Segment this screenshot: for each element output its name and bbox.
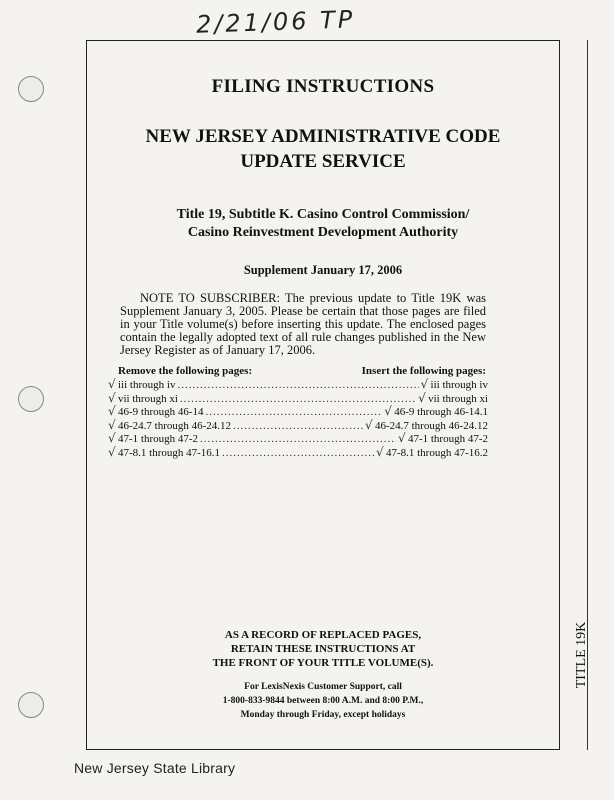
dot-leader (200, 433, 396, 445)
check-mark-icon: √ (108, 377, 116, 391)
insert-pages: 47-1 through 47-2 (407, 433, 488, 445)
check-mark-icon: √ (418, 390, 426, 405)
handwritten-date-note: 2/21/06 TP (195, 5, 356, 39)
page-list (108, 377, 488, 458)
dot-leader (222, 447, 374, 459)
insert-pages: 46-9 through 46-14.1 (394, 406, 488, 418)
retention-instructions (86, 628, 560, 670)
punch-hole-middle (18, 386, 44, 412)
dot-leader (177, 379, 418, 391)
note-to-subscriber: NOTE TO SUBSCRIBER: The previous update to Title 19K was Supplement January 3, 2005. Please be certain that those pages are filed in your Title volume(s) before inserting this update. The enclosed pages contain the legally adopted text of all rule changes published in the New Jersey Register as of January 17, 2006. (120, 291, 486, 357)
remove-pages: iii through iv (118, 379, 176, 391)
page-columns-header (118, 365, 486, 377)
check-mark-icon: √ (108, 417, 116, 432)
title-tab-label: TITLE 19K (574, 621, 589, 689)
dot-leader (206, 406, 383, 418)
customer-support-info (86, 680, 560, 722)
supplement-date: Supplement January 17, 2006 (243, 263, 403, 277)
insert-pages-heading: Insert the following pages: (361, 365, 486, 377)
page-row (108, 377, 488, 391)
insert-pages: 46-24.7 through 46-24.12 (374, 419, 488, 432)
dot-leader (180, 393, 416, 405)
page-row (108, 431, 488, 445)
remove-pages-heading: Remove the following pages: (118, 365, 253, 377)
insert-pages: vii through xi (428, 392, 488, 405)
library-stamp: New Jersey State Library (74, 760, 236, 776)
remove-pages: 46-9 through 46-14 (118, 406, 204, 418)
remove-pages: vii through xi (118, 392, 178, 405)
code-title-line2: UPDATE SERVICE (240, 151, 406, 172)
page-row (108, 404, 488, 418)
check-mark-icon: √ (420, 377, 429, 391)
punch-hole-bottom (18, 692, 44, 718)
insert-pages: iii through iv (430, 379, 488, 391)
page-row (108, 418, 488, 432)
check-mark-icon: √ (375, 444, 384, 459)
check-mark-icon: √ (108, 431, 116, 445)
instructions-line1: AS A RECORD OF REPLACED PAGES, (224, 629, 422, 641)
code-title-line1: NEW JERSEY ADMINISTRATIVE CODE (145, 126, 501, 147)
support-line3: Monday through Friday, except holidays (240, 710, 406, 720)
check-mark-icon: √ (384, 404, 392, 418)
check-mark-icon: √ (397, 431, 406, 445)
instructions-line3: THE FRONT OF YOUR TITLE VOLUME(S). (212, 657, 434, 669)
instructions-line2: RETAIN THESE INSTRUCTIONS AT (230, 643, 416, 655)
support-line2: 1-800-833-9844 between 8:00 A.M. and 8:00 P.M., (222, 696, 424, 706)
insert-pages: 47-8.1 through 47-16.2 (385, 446, 488, 459)
check-mark-icon: √ (108, 404, 116, 418)
dot-leader (233, 420, 363, 432)
check-mark-icon: √ (108, 444, 116, 459)
support-line1: For LexisNexis Customer Support, call (244, 682, 402, 692)
remove-pages: 46-24.7 through 46-24.12 (118, 419, 232, 432)
page-row (108, 391, 488, 405)
check-mark-icon: √ (108, 390, 116, 405)
subtitle-line2: Casino Reinvestment Development Authority (187, 225, 459, 240)
remove-pages: 47-1 through 47-2 (118, 433, 199, 445)
page-row (108, 445, 488, 459)
filing-title: FILING INSTRUCTIONS (211, 76, 435, 97)
check-mark-icon: √ (364, 417, 373, 432)
subtitle-line1: Title 19, Subtitle K. Casino Control Commission/ (176, 207, 470, 222)
punch-hole-top (18, 76, 44, 102)
remove-pages: 47-8.1 through 47-16.1 (118, 446, 221, 459)
